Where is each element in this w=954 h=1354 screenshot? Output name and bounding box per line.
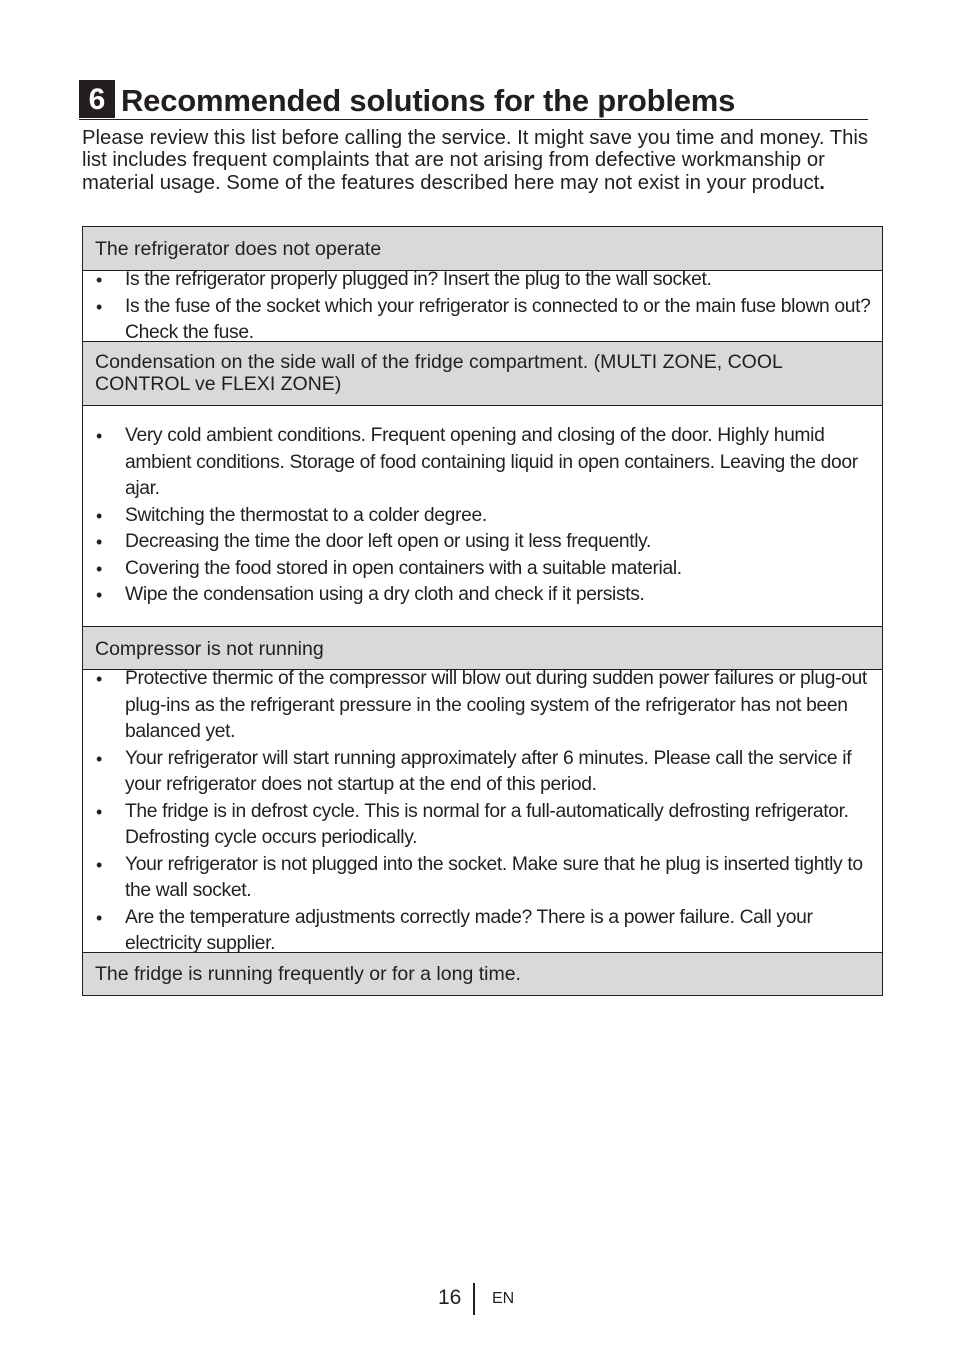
language-code: EN bbox=[492, 1290, 515, 1307]
bullet-icon: • bbox=[96, 505, 102, 526]
bullet-icon: • bbox=[96, 670, 102, 689]
list-item: • Wipe the condensation using a dry cloth and check if it persists. bbox=[83, 582, 882, 609]
intro-paragraph bbox=[82, 127, 872, 194]
list-item: • Decreasing the time the door left open or using it less frequently. bbox=[83, 529, 882, 556]
bullet-icon: • bbox=[96, 748, 102, 769]
list-item: • The fridge is in defrost cycle. This is normal for a full-automatically defrosting refrigerator. Defrosting cycle occurs periodically. bbox=[96, 800, 849, 848]
page-number: 16 bbox=[438, 1286, 462, 1309]
list-item: • Are the temperature adjustments correctly made? There is a power failure. Call your electricity supplier. bbox=[96, 906, 813, 952]
problem-header-running-long: The fridge is running frequently or for a long time. bbox=[83, 952, 882, 995]
problem-header-compressor: Compressor is not running bbox=[83, 626, 882, 670]
page-title: Recommended solutions for the problems bbox=[121, 83, 736, 118]
list-item: • Is the fuse of the socket which your refrigerator is connected to or the main fuse blown out? Check the fuse. bbox=[96, 295, 871, 341]
section-number-badge: 6 bbox=[79, 80, 115, 118]
problem-header-condensation: Condensation on the side wall of the fridge compartment. (MULTI ZONE, COOL CONTROL ve FLEXI ZONE) bbox=[83, 341, 882, 406]
bullet-icon: • bbox=[96, 532, 102, 552]
footer-divider bbox=[473, 1283, 475, 1315]
bullet-icon: • bbox=[96, 271, 102, 290]
solutions-condensation bbox=[83, 406, 882, 626]
bullet-icon: • bbox=[96, 296, 102, 317]
bullet-icon: • bbox=[96, 558, 102, 579]
list-item: • Protective thermic of the compressor will blow out during sudden power failures or plug-out plug-ins as the refrigerant pressure in the cooling system of the refrigerator has not been balanced yet. bbox=[83, 670, 882, 746]
bullet-icon: • bbox=[96, 426, 102, 446]
bullet-icon: • bbox=[96, 854, 102, 875]
list-item: • Your refrigerator is not plugged into the socket. Make sure that he plug is inserted tightly to the wall socket. bbox=[96, 853, 863, 901]
intro-text: Please review this list before calling the service. It might save you time and money. This list includes frequent complaints that are not arising from defective workmanship or material usage. Some of the features described here may not exist in your product bbox=[82, 127, 869, 194]
bullet-icon: • bbox=[96, 585, 102, 605]
list-item: • Is the refrigerator properly plugged in? Insert the plug to the wall socket. bbox=[83, 271, 882, 294]
solutions-compressor bbox=[83, 670, 882, 952]
list-item: • Covering the food stored in open containers with a suitable material. bbox=[83, 556, 882, 583]
troubleshooting-table bbox=[82, 226, 883, 996]
list-item: • Switching the thermostat to a colder degree. bbox=[83, 503, 882, 530]
solutions-not-operate bbox=[83, 271, 882, 341]
bullet-icon: • bbox=[96, 907, 102, 928]
list-item: • Your refrigerator will start running approximately after 6 minutes. Please call the service if your refrigerator does not startup at the end of this period. bbox=[96, 747, 852, 795]
list-item: • Very cold ambient conditions. Frequent opening and closing of the door. Highly humid ambient conditions. Storage of food containing liquid in open containers. Leaving the door ajar. bbox=[96, 425, 858, 499]
problem-header-not-operate: The refrigerator does not operate bbox=[83, 227, 882, 271]
section-heading bbox=[79, 80, 868, 120]
bullet-icon: • bbox=[96, 801, 102, 822]
intro-end-mark: . bbox=[819, 171, 825, 194]
